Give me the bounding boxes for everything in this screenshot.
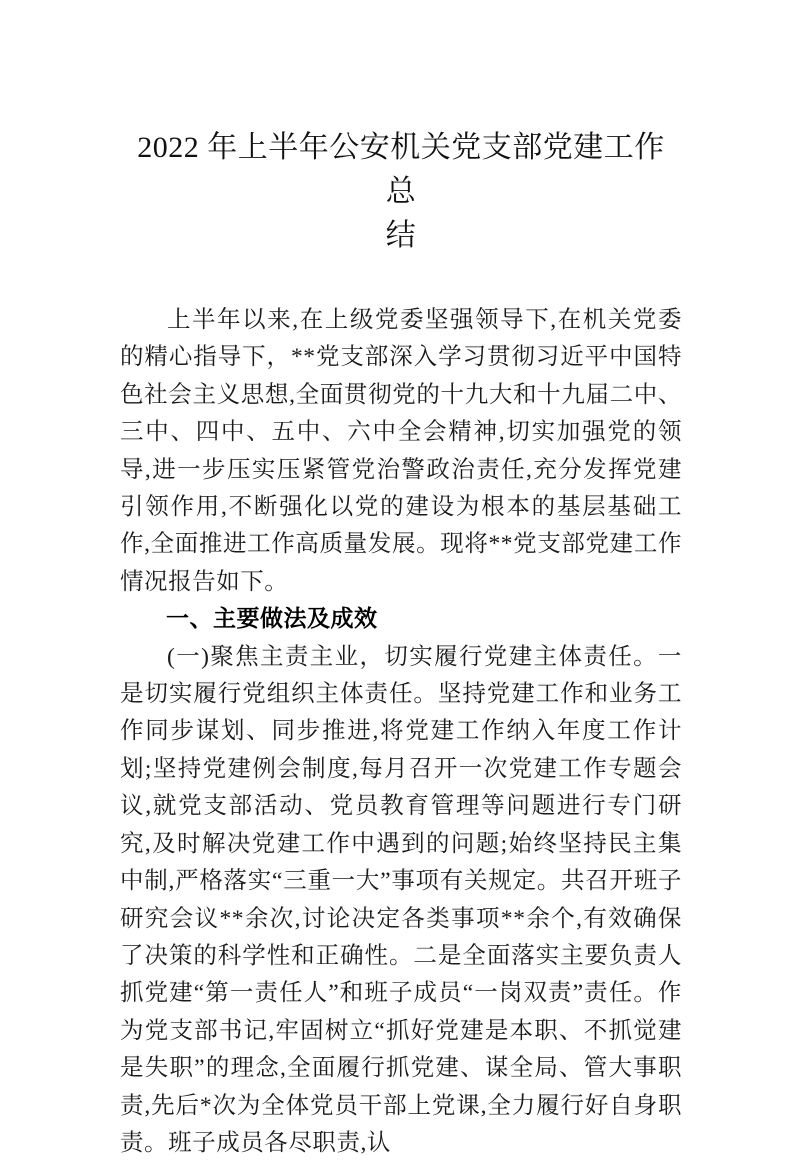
paragraph-intro: 上半年以来,在上级党委坚强领导下,在机关党委的精心指导下，**党支部深入学习贯彻习近平中国特色社会主义思想,全面贯彻党的十九大和十九届二中、三中、四中、五中、六中全会精神,切实加强党的领导,进一步压实压紧管党治警政治责任,充分发挥党建引领作用,不断强化以党的建设为根本的基层基础工作,全面推进工作高质量发展。现将**党支部党建工作情况报告如下。 bbox=[120, 307, 682, 595]
document-title bbox=[120, 126, 682, 258]
title-body-spacer bbox=[120, 258, 682, 302]
document-title-line-1: 2022 年上半年公安机关党支部党建工作总 bbox=[137, 131, 665, 208]
document-content bbox=[120, 126, 682, 1162]
section-heading-one: 一、主要做法及成效 bbox=[166, 606, 378, 633]
paragraph-subsection-one: (一)聚焦主责主业，切实履行党建主体责任。一是切实履行党组织主体责任。坚持党建工作和业务工作同步谋划、同步推进,将党建工作纳入年度工作计划;坚持党建例会制度,每月召开一次党建工作专题会议,就党支部活动、党员教育管理等问题进行专门研究,及时解决党建工作中遇到的问题;始终坚持民主集中制,严格落实“三重一大”事项有关规定。共召开班子研究会议**余次,讨论决定各类事项**余个,有效确保了决策的科学性和正确性。二是全面落实主要负责人抓党建“第一责任人”和班子成员“一岗双责”责任。作为党支部书记,牢固树立“抓好党建是本职、不抓觉建是失职”的理念,全面履行抓党建、谋全局、管大事职责,先后*次为全体党员干部上党课,全力履行好自身职责。班子成员各尽职责,认 bbox=[120, 643, 682, 1156]
document-title-line-2: 结 bbox=[385, 219, 417, 252]
